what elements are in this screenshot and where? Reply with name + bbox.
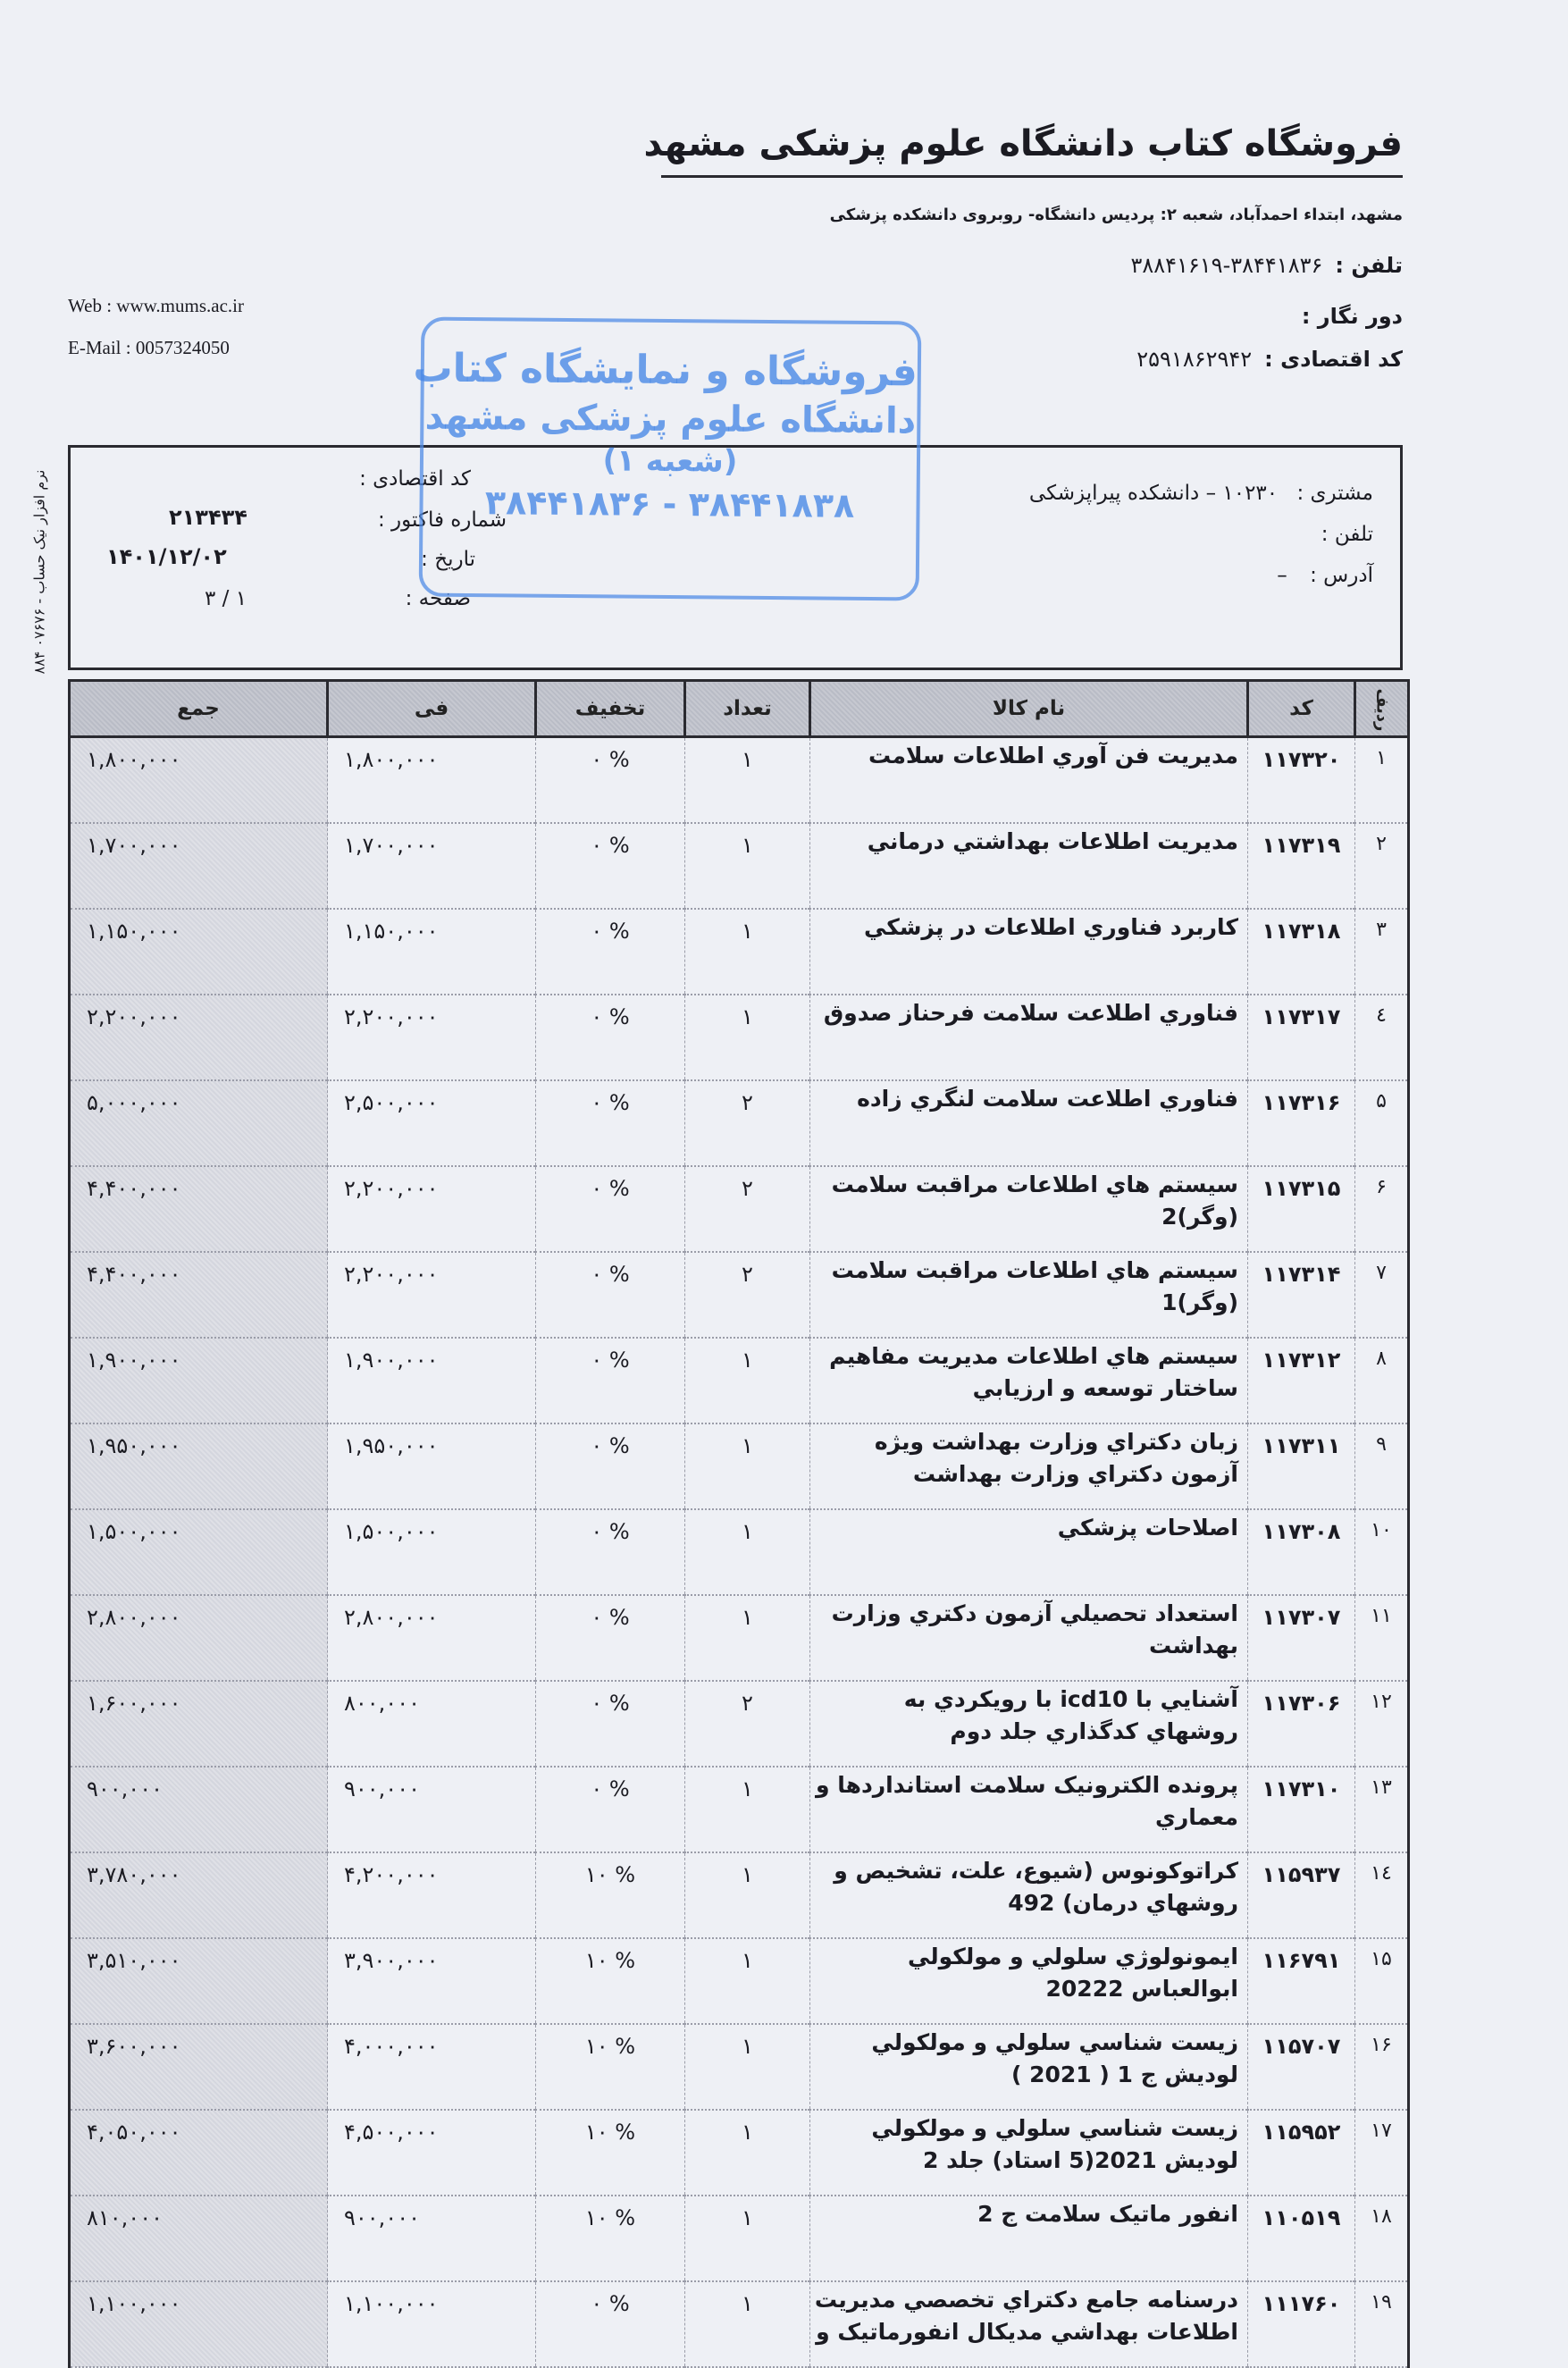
- table-row: [70, 1423, 1409, 1509]
- item-name-cell: زبان دكتراي وزارت بهداشت ويژه آزمون دكتراي وزارت بهداشت: [810, 1423, 1248, 1509]
- item-name-cell: مدیریت اطلاعات بهداشتي درماني: [810, 823, 1248, 909]
- discount-cell: % ۰: [536, 1681, 685, 1767]
- item-code-cell: ۱۱۷۳۱۵: [1248, 1166, 1355, 1252]
- quantity-cell: ۱: [685, 823, 810, 909]
- customer-value: ۱۰۲۳۰ – دانشکده پیراپزشکی: [1028, 482, 1279, 505]
- item-code-cell: ۱۱۷۳۱۱: [1248, 1423, 1355, 1509]
- item-name-cell: فناوري اطلاعت سلامت فرحناز صدوق: [810, 995, 1248, 1080]
- item-code-cell: ۱۱۷۳۰۷: [1248, 1595, 1355, 1681]
- item-name-cell: فناوري اطلاعت سلامت لنگري زاده: [810, 1080, 1248, 1166]
- unit-price-cell: ۱,۹۵۰,۰۰۰: [328, 1423, 536, 1509]
- unit-price-cell: ۸۰۰,۰۰۰: [328, 1681, 536, 1767]
- item-name-cell: كاربرد فناوري اطلاعات در پزشكي: [810, 909, 1248, 995]
- item-name-cell: درسنامه جامع دكتراي تخصصي مديريت اطلاعات بهداشي مديكال انفورماتيک و: [810, 2281, 1248, 2367]
- quantity-cell: ۲: [685, 1252, 810, 1338]
- column-header-discount: تخفیف: [536, 681, 685, 737]
- discount-cell: % ۰: [536, 2281, 685, 2367]
- row-number-cell: ۱۹: [1355, 2281, 1409, 2367]
- quantity-cell: ۱: [685, 995, 810, 1080]
- row-number-cell: ۱٤: [1355, 1852, 1409, 1938]
- customer-phone-line: [1321, 523, 1373, 546]
- quantity-cell: ۱: [685, 1595, 810, 1681]
- item-name-cell: انفور ماتيک سلامت ج 2: [810, 2196, 1248, 2281]
- total-cell: ۵,۰۰۰,۰۰۰: [70, 1080, 328, 1166]
- item-code-cell: ۱۱۷۳۱۶: [1248, 1080, 1355, 1166]
- invoice-economic-code-label: کد اقتصادی :: [359, 467, 471, 491]
- item-name-cell: زيست شناسي سلولي و مولكولي لوديش ج 1 ( 2021 ): [810, 2024, 1248, 2110]
- table-row: [70, 1681, 1409, 1767]
- row-number-cell: ٤: [1355, 995, 1409, 1080]
- quantity-cell: ۲: [685, 1681, 810, 1767]
- unit-price-cell: ۲,۲۰۰,۰۰۰: [328, 1252, 536, 1338]
- row-number-cell: ۱: [1355, 737, 1409, 824]
- column-header-code: کد: [1248, 681, 1355, 737]
- unit-price-cell: ۱,۱۵۰,۰۰۰: [328, 909, 536, 995]
- customer-phone-label: تلفن :: [1321, 523, 1373, 546]
- customer-address-label: آدرس :: [1310, 564, 1373, 587]
- row-number-cell: ۸: [1355, 1338, 1409, 1423]
- stamp-line-4: ۳۸۴۴۱۸۳۸ - ۳۸۴۴۱۸۳۶: [484, 483, 855, 525]
- invoice-date-label: تاریخ :: [421, 548, 475, 571]
- quantity-cell: ۱: [685, 2196, 810, 2281]
- table-row: [70, 995, 1409, 1080]
- total-cell: ۳,۷۸۰,۰۰۰: [70, 1852, 328, 1938]
- discount-cell: % ۱۰: [536, 1938, 685, 2024]
- unit-price-cell: ۴,۲۰۰,۰۰۰: [328, 1852, 536, 1938]
- invoice-date-value: ۱۴۰۱/۱۲/۰۲: [106, 544, 227, 569]
- software-credit-vertical: نرم افزار نیک حساب - ۰۷۶۷۶ ۸۸۴: [30, 469, 48, 675]
- total-cell: ۴,۴۰۰,۰۰۰: [70, 1166, 328, 1252]
- item-code-cell: ۱۱۷۳۱۴: [1248, 1252, 1355, 1338]
- item-name-cell: اصلاحات پزشكي: [810, 1509, 1248, 1595]
- unit-price-cell: ۱,۸۰۰,۰۰۰: [328, 737, 536, 824]
- quantity-cell: ۱: [685, 2281, 810, 2367]
- discount-cell: % ۰: [536, 1509, 685, 1595]
- customer-label: مشتری :: [1296, 482, 1373, 505]
- total-cell: ۲,۲۰۰,۰۰۰: [70, 995, 328, 1080]
- shop-economic-code-line: [1136, 347, 1403, 372]
- item-code-cell: ۱۱۷۳۰۸: [1248, 1509, 1355, 1595]
- shop-fax-label: دور نگار :: [1301, 304, 1403, 329]
- discount-cell: % ۰: [536, 909, 685, 995]
- discount-cell: % ۰: [536, 1080, 685, 1166]
- unit-price-cell: ۲,۸۰۰,۰۰۰: [328, 1595, 536, 1681]
- invoice-number-label: شماره فاکتور :: [378, 508, 507, 532]
- email-text: E-Mail : 0057324050: [68, 337, 230, 358]
- shop-fax-line: [1289, 304, 1403, 329]
- total-cell: ۱,۹۵۰,۰۰۰: [70, 1423, 328, 1509]
- column-header-item-name: نام کالا: [810, 681, 1248, 737]
- row-number-cell: ۱۰: [1355, 1509, 1409, 1595]
- item-code-cell: ۱۱۷۳۱۰: [1248, 1767, 1355, 1852]
- item-code-cell: ۱۱۷۳۱۸: [1248, 909, 1355, 995]
- table-row: [70, 1767, 1409, 1852]
- item-code-cell: ۱۱۱۷۶۰: [1248, 2281, 1355, 2367]
- table-row: [70, 1509, 1409, 1595]
- invoice-number-value: ۲۱۳۴۳۴: [169, 505, 247, 530]
- total-cell: ۱,۹۰۰,۰۰۰: [70, 1338, 328, 1423]
- customer-line: [1029, 482, 1373, 505]
- table-row: [70, 1852, 1409, 1938]
- table-row: [70, 1080, 1409, 1166]
- quantity-cell: ۱: [685, 2024, 810, 2110]
- item-name-cell: ايمونولوژي سلولي و مولكولي ابوالعباس 20222: [810, 1938, 1248, 2024]
- discount-cell: % ۰: [536, 737, 685, 824]
- shop-economic-code-value: ۲۵۹۱۸۶۲۹۴۲: [1136, 347, 1253, 372]
- discount-cell: % ۰: [536, 1423, 685, 1509]
- unit-price-cell: ۴,۵۰۰,۰۰۰: [328, 2110, 536, 2196]
- total-cell: ۴,۰۵۰,۰۰۰: [70, 2110, 328, 2196]
- shop-phone-line: [1130, 253, 1403, 278]
- row-number-cell: ۹: [1355, 1423, 1409, 1509]
- total-cell: ۹۰۰,۰۰۰: [70, 1767, 328, 1852]
- row-number-cell: ۶: [1355, 1166, 1409, 1252]
- total-cell: ۲,۸۰۰,۰۰۰: [70, 1595, 328, 1681]
- quantity-cell: ۱: [685, 1852, 810, 1938]
- row-number-cell: ۱۶: [1355, 2024, 1409, 2110]
- total-cell: ۸۱۰,۰۰۰: [70, 2196, 328, 2281]
- table-row: [70, 1595, 1409, 1681]
- discount-cell: % ۱۰: [536, 2024, 685, 2110]
- shop-address: مشهد، ابتداء احمدآباد، شعبه ۲: پردیس دانشگاه- روبروی دانشکده پزشکی: [829, 206, 1403, 224]
- item-code-cell: ۱۱۷۳۱۹: [1248, 823, 1355, 909]
- total-cell: ۱,۸۰۰,۰۰۰: [70, 737, 328, 824]
- item-code-cell: ۱۱۷۳۲۰: [1248, 737, 1355, 824]
- table-row: [70, 1938, 1409, 2024]
- shop-phone-value: ۳۸۴۴۱۸۳۶-۳۸۸۴۱۶۱۹: [1130, 253, 1323, 278]
- total-cell: ۱,۷۰۰,۰۰۰: [70, 823, 328, 909]
- column-header-quantity: تعداد: [685, 681, 810, 737]
- discount-cell: % ۱۰: [536, 2110, 685, 2196]
- row-number-cell: ۷: [1355, 1252, 1409, 1338]
- stamp-line-1: فروشگاه و نمایشگاه کتاب: [413, 345, 918, 396]
- quantity-cell: ۱: [685, 737, 810, 824]
- total-cell: ۳,۶۰۰,۰۰۰: [70, 2024, 328, 2110]
- discount-cell: % ۰: [536, 1166, 685, 1252]
- discount-cell: % ۰: [536, 995, 685, 1080]
- item-name-cell: كراتوكونوس (شيوع، علت، تشخيص و روشهاي درمان) 492: [810, 1852, 1248, 1938]
- item-name-cell: مدیریت فن آوري اطلاعات سلامت: [810, 737, 1248, 824]
- discount-cell: % ۱۰: [536, 2196, 685, 2281]
- table-header-row: [70, 681, 1409, 737]
- table-row: [70, 2281, 1409, 2367]
- item-name-cell: سيستم هاي اطلاعات مراقبت سلامت (وگر)2: [810, 1166, 1248, 1252]
- total-cell: ۱,۱۰۰,۰۰۰: [70, 2281, 328, 2367]
- total-cell: ۳,۵۱۰,۰۰۰: [70, 1938, 328, 2024]
- unit-price-cell: ۱,۹۰۰,۰۰۰: [328, 1338, 536, 1423]
- item-code-cell: ۱۱۵۷۰۷: [1248, 2024, 1355, 2110]
- unit-price-cell: ۱,۷۰۰,۰۰۰: [328, 823, 536, 909]
- row-number-cell: ۱۸: [1355, 2196, 1409, 2281]
- unit-price-cell: ۱,۱۰۰,۰۰۰: [328, 2281, 536, 2367]
- item-code-cell: ۱۱۷۳۱۷: [1248, 995, 1355, 1080]
- quantity-cell: ۱: [685, 1423, 810, 1509]
- website-link[interactable]: Web : www.mums.ac.ir: [68, 295, 244, 316]
- discount-cell: % ۱۰: [536, 1852, 685, 1938]
- discount-cell: % ۰: [536, 1595, 685, 1681]
- total-cell: ۴,۴۰۰,۰۰۰: [70, 1252, 328, 1338]
- table-row: [70, 1166, 1409, 1252]
- row-number-cell: ۵: [1355, 1080, 1409, 1166]
- quantity-cell: ۱: [685, 1938, 810, 2024]
- quantity-cell: ۱: [685, 2110, 810, 2196]
- column-header-total: جمع: [70, 681, 328, 737]
- unit-price-cell: ۱,۵۰۰,۰۰۰: [328, 1509, 536, 1595]
- row-number-cell: ۱۷: [1355, 2110, 1409, 2196]
- unit-price-cell: ۲,۲۰۰,۰۰۰: [328, 995, 536, 1080]
- discount-cell: % ۰: [536, 1767, 685, 1852]
- item-code-cell: ۱۱۷۳۰۶: [1248, 1681, 1355, 1767]
- item-code-cell: ۱۱۵۹۳۷: [1248, 1852, 1355, 1938]
- quantity-cell: ۱: [685, 909, 810, 995]
- invoice-page-value: ۱ / ۳: [205, 587, 247, 610]
- discount-cell: % ۰: [536, 1252, 685, 1338]
- unit-price-cell: ۳,۹۰۰,۰۰۰: [328, 1938, 536, 2024]
- item-name-cell: آشنايي با icd10 با رويكردي به روشهاي كدگذاري جلد دوم: [810, 1681, 1248, 1767]
- customer-address-line: [1277, 564, 1373, 587]
- column-header-unit-price: فی: [328, 681, 536, 737]
- quantity-cell: ۲: [685, 1166, 810, 1252]
- table-row: [70, 2110, 1409, 2196]
- item-name-cell: استعداد تحصيلي آزمون دكتري وزارت بهداشت: [810, 1595, 1248, 1681]
- row-number-cell: ۱۲: [1355, 1681, 1409, 1767]
- row-number-cell: ۱۱: [1355, 1595, 1409, 1681]
- quantity-cell: ۱: [685, 1338, 810, 1423]
- item-code-cell: ۱۱۷۳۱۲: [1248, 1338, 1355, 1423]
- item-name-cell: سيستم هاي اطلاعات مراقبت سلامت (وگر)1: [810, 1252, 1248, 1338]
- total-cell: ۱,۱۵۰,۰۰۰: [70, 909, 328, 995]
- column-header-row-number: ردیف: [1355, 681, 1409, 737]
- row-number-cell: ۱۵: [1355, 1938, 1409, 2024]
- table-row: [70, 2196, 1409, 2281]
- shop-economic-code-label: کد اقتصادی :: [1264, 347, 1403, 372]
- quantity-cell: ۱: [685, 1767, 810, 1852]
- total-cell: ۱,۵۰۰,۰۰۰: [70, 1509, 328, 1595]
- quantity-cell: ۱: [685, 1509, 810, 1595]
- quantity-cell: ۲: [685, 1080, 810, 1166]
- item-code-cell: ۱۱۰۵۱۹: [1248, 2196, 1355, 2281]
- item-code-cell: ۱۱۶۷۹۱: [1248, 1938, 1355, 2024]
- item-name-cell: پرونده الكترونيک سلامت استانداردها و معماري: [810, 1767, 1248, 1852]
- unit-price-cell: ۲,۲۰۰,۰۰۰: [328, 1166, 536, 1252]
- row-number-cell: ۲: [1355, 823, 1409, 909]
- unit-price-cell: ۲,۵۰۰,۰۰۰: [328, 1080, 536, 1166]
- table-row: [70, 823, 1409, 909]
- item-name-cell: زيست شناسي سلولي و مولكولي لوديش 2021(5 استاد) جلد 2: [810, 2110, 1248, 2196]
- table-row: [70, 2024, 1409, 2110]
- discount-cell: % ۰: [536, 823, 685, 909]
- row-number-cell: ۱۳: [1355, 1767, 1409, 1852]
- item-name-cell: سيستم هاي اطلاعات مديريت مفاهيم ساختار توسعه و ارزيابي: [810, 1338, 1248, 1423]
- discount-cell: % ۰: [536, 1338, 685, 1423]
- invoice-page-label: صفحه :: [405, 587, 471, 610]
- item-code-cell: ۱۱۵۹۵۲: [1248, 2110, 1355, 2196]
- total-cell: ۱,۶۰۰,۰۰۰: [70, 1681, 328, 1767]
- unit-price-cell: ۹۰۰,۰۰۰: [328, 1767, 536, 1852]
- table-row: [70, 909, 1409, 995]
- table-row: [70, 737, 1409, 824]
- invoice-items-table: [68, 679, 1410, 2368]
- shop-phone-label: تلفن :: [1335, 253, 1403, 278]
- title-underline: [661, 175, 1403, 178]
- stamp-line-3: (شعبه ۱): [602, 442, 738, 480]
- stamp-line-2: دانشگاه علوم پزشکی مشهد: [424, 396, 917, 442]
- shop-title: فروشگاه کتاب دانشگاه علوم پزشکی مشهد: [643, 123, 1403, 164]
- customer-address-value: –: [1277, 564, 1287, 587]
- row-number-cell: ۳: [1355, 909, 1409, 995]
- table-row: [70, 1252, 1409, 1338]
- unit-price-cell: ۴,۰۰۰,۰۰۰: [328, 2024, 536, 2110]
- unit-price-cell: ۹۰۰,۰۰۰: [328, 2196, 536, 2281]
- table-row: [70, 1338, 1409, 1423]
